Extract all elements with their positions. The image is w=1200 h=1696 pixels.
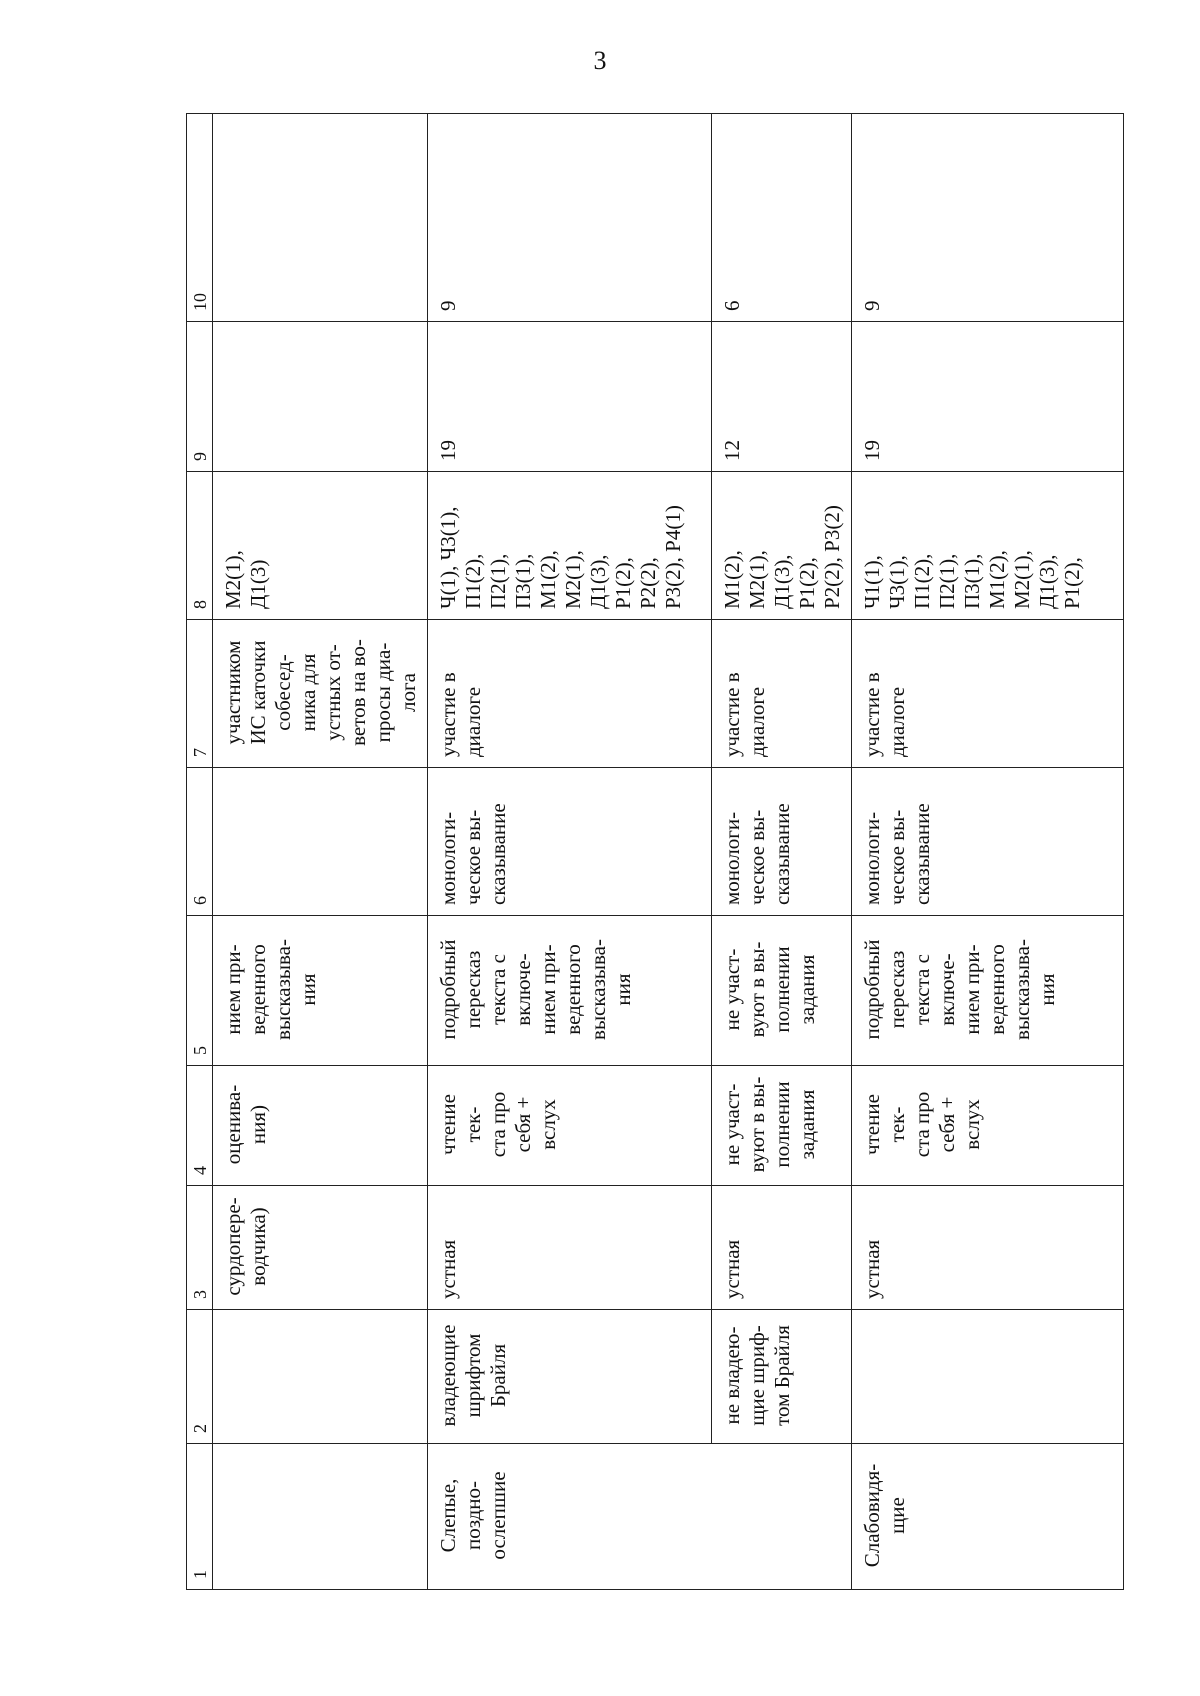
table-cell bbox=[213, 114, 428, 322]
table-row bbox=[428, 114, 712, 1590]
table-cell: 12 bbox=[712, 322, 852, 472]
column-number: 3 bbox=[187, 1186, 213, 1310]
table-cell: 9 bbox=[428, 114, 712, 322]
page-number: 3 bbox=[593, 46, 607, 75]
table-cell: чтение тек- ста про себя + вслух bbox=[852, 1066, 1124, 1186]
table-cell: сурдопере- водчика) bbox=[213, 1186, 428, 1310]
table-cell: монологи- ческое вы- сказывание bbox=[712, 768, 852, 916]
column-number: 2 bbox=[187, 1310, 213, 1444]
rotated-table-container bbox=[186, 114, 1114, 1590]
assessment-table bbox=[186, 113, 1124, 1590]
table-cell: 9 bbox=[852, 114, 1124, 322]
column-number: 10 bbox=[187, 114, 213, 322]
table-cell: устная bbox=[428, 1186, 712, 1310]
table-cell: подробный пересказ текста с включе- нием при- веденного высказыва- ния bbox=[428, 916, 712, 1066]
table-cell: монологи- ческое вы- сказывание bbox=[428, 768, 712, 916]
table-row bbox=[712, 114, 852, 1590]
column-number-row bbox=[187, 114, 213, 1590]
table-cell: не владею- щие шриф- том Брайля bbox=[712, 1310, 852, 1444]
table-cell bbox=[213, 1310, 428, 1444]
table-cell: оценива- ния) bbox=[213, 1066, 428, 1186]
table-cell bbox=[213, 1444, 428, 1590]
table-cell: чтение тек- ста про себя + вслух bbox=[428, 1066, 712, 1186]
table-cell: устная bbox=[852, 1186, 1124, 1310]
column-number: 5 bbox=[187, 916, 213, 1066]
table-cell: участие в диалоге bbox=[852, 620, 1124, 768]
table-cell: Слабовидя- щие bbox=[852, 1444, 1124, 1590]
table-cell: участником ИС каточки собесед- ника для устных от- ветов на во- просы диа- лога bbox=[213, 620, 428, 768]
table-cell: Ч1(1), Ч3(1), П1(2), П2(1), П3(1), М1(2), М2(1), Д1(3), Р1(2), bbox=[852, 472, 1124, 620]
table-cell: подробный пересказ текста с включе- нием при- веденного высказыва- ния bbox=[852, 916, 1124, 1066]
continuation-row bbox=[213, 114, 428, 1590]
column-number: 7 bbox=[187, 620, 213, 768]
column-number: 4 bbox=[187, 1066, 213, 1186]
column-number: 1 bbox=[187, 1444, 213, 1590]
table-cell: М2(1), Д1(3) bbox=[213, 472, 428, 620]
table-cell: Слепые, поздно- ослепшие bbox=[428, 1444, 852, 1590]
table-cell: не участ- вуют в вы- полнении задания bbox=[712, 916, 852, 1066]
table-cell: 6 bbox=[712, 114, 852, 322]
table-cell: владеющие шрифтом Брайля bbox=[428, 1310, 712, 1444]
table-cell: нием при- веденного высказыва- ния bbox=[213, 916, 428, 1066]
table-cell: не участ- вуют в вы- полнении задания bbox=[712, 1066, 852, 1186]
table-cell: монологи- ческое вы- сказывание bbox=[852, 768, 1124, 916]
table-cell: 19 bbox=[852, 322, 1124, 472]
table-cell: устная bbox=[712, 1186, 852, 1310]
table-row bbox=[852, 114, 1124, 1590]
table-cell: Ч(1), Ч3(1), П1(2), П2(1), П3(1), М1(2), М2(1), Д1(3), Р1(2), Р2(2), Р3(2), Р4(1) bbox=[428, 472, 712, 620]
table-cell: М1(2), М2(1), Д1(3), Р1(2), Р2(2), Р3(2) bbox=[712, 472, 852, 620]
table-cell: участие в диалоге bbox=[428, 620, 712, 768]
column-number: 8 bbox=[187, 472, 213, 620]
table-cell: участие в диалоге bbox=[712, 620, 852, 768]
table-cell: 19 bbox=[428, 322, 712, 472]
table-cell bbox=[213, 322, 428, 472]
column-number: 6 bbox=[187, 768, 213, 916]
table-cell bbox=[852, 1310, 1124, 1444]
table-cell bbox=[213, 768, 428, 916]
column-number: 9 bbox=[187, 322, 213, 472]
